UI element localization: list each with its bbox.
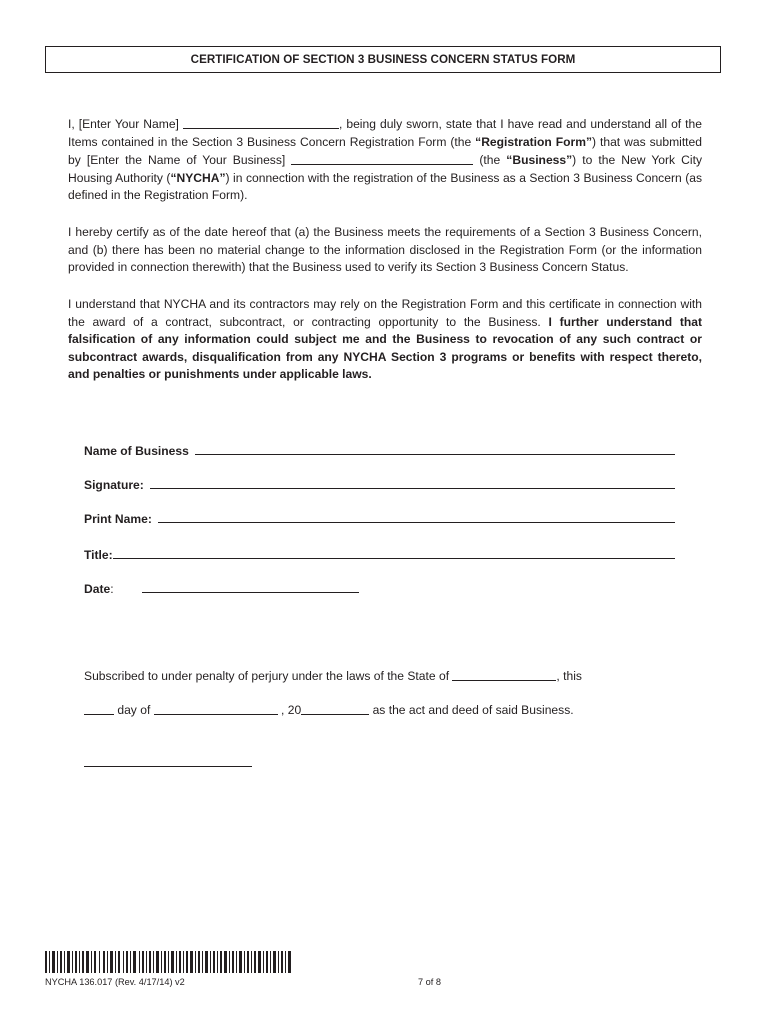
signature-line[interactable] bbox=[150, 488, 675, 489]
registration-form-term: “Registration Form” bbox=[475, 134, 592, 149]
signature-field bbox=[84, 474, 675, 492]
name-of-business-label: Name of Business bbox=[84, 444, 193, 458]
form-title-box bbox=[45, 46, 721, 73]
date-label bbox=[84, 582, 114, 596]
barcode bbox=[45, 951, 291, 973]
perjury-oath-line-1 bbox=[84, 668, 582, 683]
month-blank[interactable] bbox=[154, 702, 278, 715]
date-field bbox=[84, 578, 359, 596]
certification-paragraph: I hereby certify as of the date hereof that (a) the Business meets the requirements of a Section 3 Business Concern, and (b) there has been no material change to the information disclosed in the Registration Form (or the information provided in connection therewith) that the Business used to verify its Section 3 Business Concern Status. bbox=[68, 225, 702, 275]
day-blank[interactable] bbox=[84, 702, 114, 715]
oath-text-1: Subscribed to under penalty of perjury under the laws of the State of bbox=[84, 669, 453, 683]
name-of-business-field bbox=[84, 440, 675, 458]
sworn-text-3: ) that was submitted by [Enter the Name of Your Business] bbox=[68, 134, 702, 168]
nycha-term: “NYCHA” bbox=[170, 170, 226, 185]
sworn-statement-paragraph bbox=[68, 115, 702, 205]
title-line[interactable] bbox=[113, 558, 675, 559]
print-name-line[interactable] bbox=[158, 522, 675, 523]
title-field bbox=[84, 544, 675, 562]
form-title: CERTIFICATION OF SECTION 3 BUSINESS CONCERN STATUS FORM bbox=[190, 53, 576, 66]
form-number: NYCHA 136.017 (Rev. 4/17/14) v2 bbox=[45, 977, 185, 987]
oath-text-4: , 20 bbox=[277, 703, 302, 717]
reliance-paragraph bbox=[68, 296, 702, 384]
notary-signature-line[interactable] bbox=[84, 766, 252, 767]
oath-text-3: day of bbox=[114, 703, 154, 717]
sworn-text-5: ) to the New York City Housing Authority ( bbox=[68, 153, 702, 185]
perjury-oath-line-2 bbox=[84, 702, 574, 717]
sworn-text-2: , being duly sworn, state that I have read and understand all of the Items contained in the Section 3 Business Concern Registration Form (the bbox=[68, 117, 702, 149]
reliance-text: I understand that NYCHA and its contractors may rely on the Registration Form and this certificate in connection with the award of a contract, subcontract, or contracting opportunity to the Business. bbox=[68, 297, 702, 329]
sworn-text-4: (the bbox=[473, 153, 507, 168]
date-line[interactable] bbox=[142, 592, 359, 593]
signature-label: Signature: bbox=[84, 478, 148, 492]
name-of-business-line[interactable] bbox=[195, 454, 675, 455]
sworn-text-6: ) in connection with the registration of the Business as a Section 3 Business Concern (as defined in the Registration Form). bbox=[68, 170, 702, 203]
oath-text-2: , this bbox=[556, 669, 582, 683]
business-name-blank[interactable] bbox=[291, 151, 473, 165]
print-name-label: Print Name: bbox=[84, 512, 156, 526]
title-label: Title: bbox=[84, 548, 113, 562]
year-blank[interactable] bbox=[301, 702, 369, 715]
state-blank[interactable] bbox=[452, 668, 556, 681]
date-label-colon: : bbox=[110, 582, 114, 596]
page-number: 7 of 8 bbox=[418, 977, 441, 987]
date-label-text: Date bbox=[84, 582, 111, 596]
penalty-warning-text: I further understand that falsification of any information could subject me and the Business to revocation of any such contract or subcontract awards, disqualification from any NYCHA Section 3 programs or benefits with respect thereto, and penalties or punishments under applicable laws. bbox=[68, 314, 702, 382]
sworn-text-1: I, [Enter Your Name] bbox=[68, 117, 183, 131]
your-name-blank[interactable] bbox=[183, 115, 339, 129]
business-term: “Business” bbox=[506, 153, 573, 168]
oath-text-5: as the act and deed of said Business. bbox=[369, 703, 574, 717]
print-name-field bbox=[84, 508, 675, 526]
